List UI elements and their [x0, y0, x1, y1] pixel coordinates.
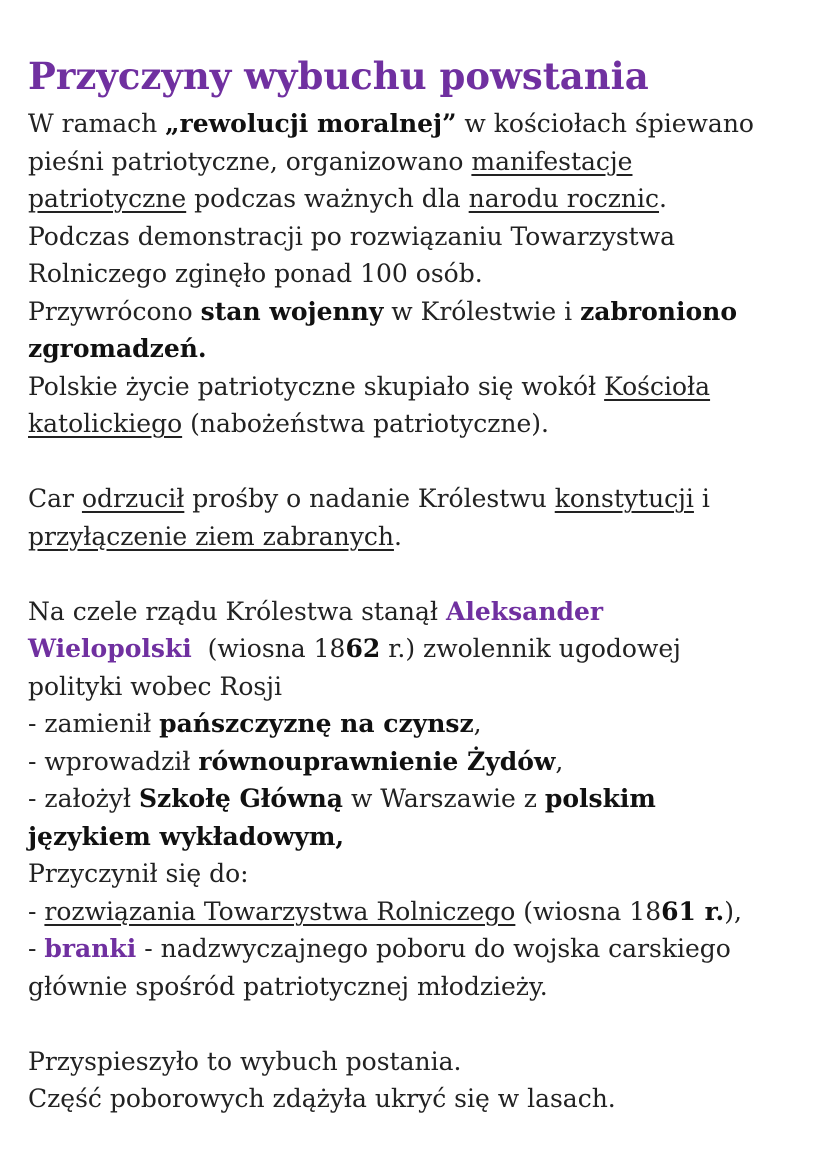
text: Polskie życie patriotyczne skupiało się wokół [28, 371, 605, 401]
bold-year: 61 [661, 896, 696, 926]
bold-term: Szkołę Główną [138, 784, 344, 813]
text-line [28, 818, 808, 856]
bold-term: r. [695, 896, 725, 926]
bold-year: 62 [345, 634, 381, 663]
underlined-term: rozwiązania Towarzystwa Rolniczego [44, 896, 516, 926]
text-line: Przyspieszyło to wybuch postania. [28, 1046, 462, 1076]
text-line: polityki wobec Rosji [28, 671, 282, 701]
text-line: Część poborowych zdążyła ukryć się w lasach. [28, 1084, 616, 1113]
text-line [28, 105, 808, 143]
highlighted-name: Wielopolski [28, 634, 192, 663]
text: (wiosna 18 [515, 896, 662, 926]
list-item [28, 705, 808, 743]
text: - [28, 896, 45, 926]
text: - nadzwyczajnego poboru do wojska carskiego [136, 934, 731, 963]
text-line [28, 180, 808, 218]
text: (wiosna 18 [191, 634, 346, 663]
text-line [28, 368, 808, 406]
bold-term: polskim [544, 784, 656, 813]
list-item [28, 893, 808, 931]
underlined-term: manifestacje [471, 146, 633, 176]
bold-term: równouprawnienie Żydów [198, 746, 556, 776]
list-item [28, 780, 808, 818]
bold-term: stan wojenny [200, 296, 384, 326]
paragraph-gap [28, 443, 808, 481]
list-item [28, 743, 808, 781]
bold-term: zgromadzeń. [28, 334, 207, 363]
paragraph-gap [28, 555, 808, 593]
text: . [659, 184, 667, 213]
text: pieśni patriotyczne, organizowano [28, 146, 472, 176]
text: w Warszawie z [343, 784, 545, 813]
text-line [28, 405, 808, 443]
underlined-term: Kościoła [604, 371, 711, 401]
underlined-term: katolickiego [28, 409, 183, 438]
text-line [28, 293, 808, 331]
text: w kościołach śpiewano [456, 109, 754, 138]
text: Car [28, 484, 82, 513]
text: , [473, 709, 482, 738]
underlined-term: narodu rocznic [468, 184, 660, 213]
text: r.) zwolennik ugodowej [380, 634, 681, 663]
text-line [28, 480, 808, 518]
page-title: Przyczyny wybuchu powstania [28, 54, 649, 98]
text: w Królestwie i [383, 296, 581, 326]
text: Przywrócono [28, 296, 201, 326]
document-body [28, 105, 808, 1118]
text-line [28, 330, 808, 368]
underlined-term: odrzucił [81, 484, 185, 513]
bold-term: pańszczyznę na czynsz [159, 709, 474, 738]
underlined-term: patriotyczne [28, 184, 187, 213]
paragraph-gap [28, 1005, 808, 1043]
text: . [393, 521, 402, 551]
text: , [555, 746, 564, 776]
underlined-term: konstytucji [554, 484, 694, 513]
highlighted-name: branki [44, 934, 137, 963]
text: ), [724, 896, 742, 926]
text: W ramach [28, 109, 166, 138]
highlighted-name: Aleksander [445, 596, 604, 626]
text-line [28, 630, 808, 668]
bold-term: zabroniono [580, 296, 737, 326]
text: - [28, 934, 45, 963]
text: podczas ważnych dla [186, 184, 469, 213]
text: (nabożeństwa patriotyczne). [182, 409, 549, 438]
text-line [28, 518, 808, 556]
underlined-term: przyłączenie ziem zabranych [28, 521, 394, 551]
text-line: Przyczynił się do: [28, 859, 249, 888]
bold-term: „rewolucji moralnej” [165, 109, 457, 138]
text-line: Podczas demonstracji po rozwiązaniu Towarzystwa [28, 221, 676, 251]
text-line [28, 143, 808, 181]
text-line [28, 593, 808, 631]
text: prośby o nadanie Królestwu [184, 484, 555, 513]
text-line: Rolniczego zginęło ponad 100 osób. [28, 259, 483, 288]
text: Na czele rządu Królestwa stanął [28, 596, 446, 626]
text: - zamienił [28, 709, 160, 738]
text: i [693, 484, 710, 513]
text: - wprowadził [28, 746, 199, 776]
text: - założył [28, 784, 139, 813]
list-item [28, 930, 808, 968]
bold-term: językiem wykładowym, [28, 821, 345, 851]
text-line: głównie spośród patriotycznej młodzieży. [28, 971, 548, 1001]
